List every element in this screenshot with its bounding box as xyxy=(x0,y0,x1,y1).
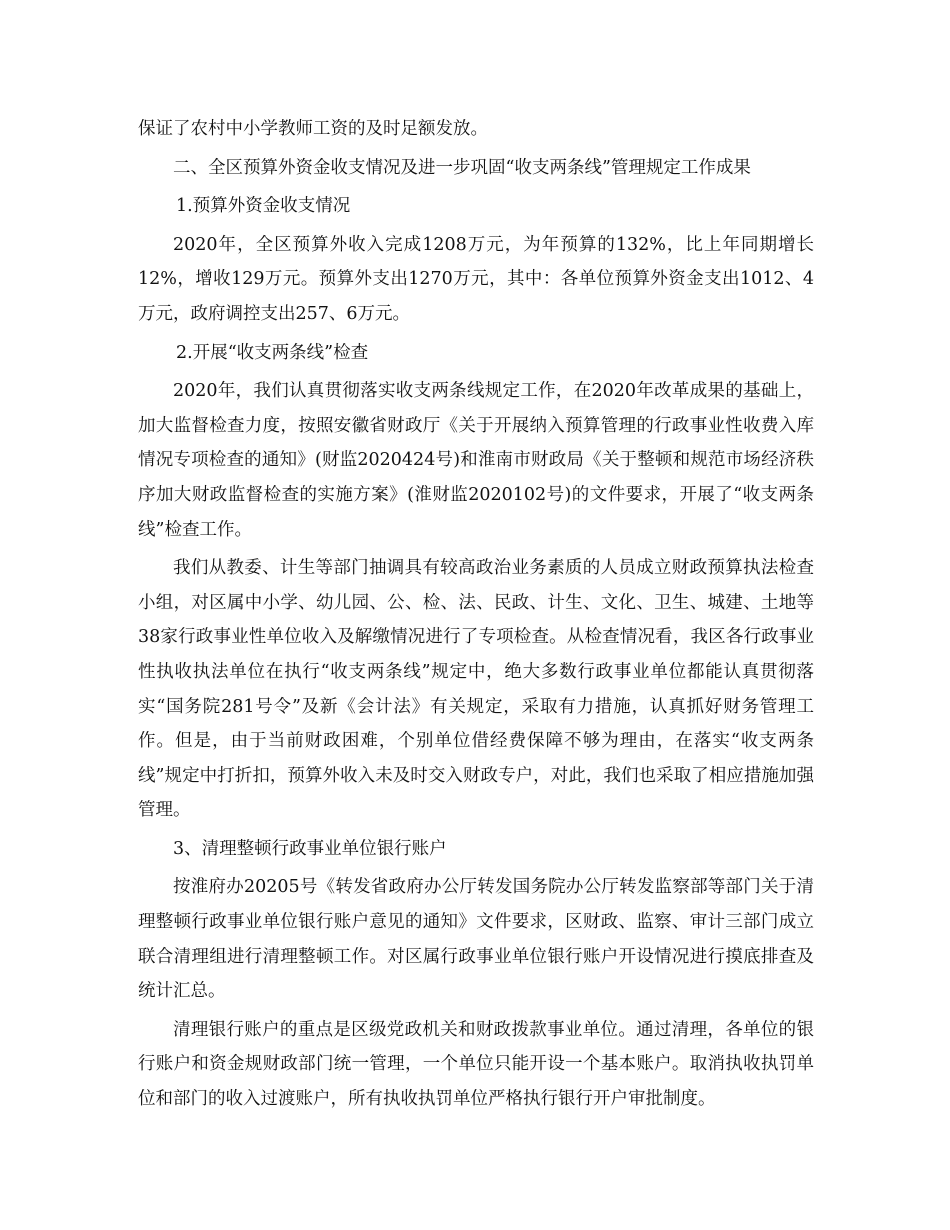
paragraph-inspection-results: 我们从教委、计生等部门抽调具有较高政治业务素质的人员成立财政预算执法检查小组，对区属中小学、幼儿园、公、检、法、民政、计生、文化、卫生、城建、土地等38家行政事业性单位收入及解缴情况进行了专项检查。从检查情况看，我区各行政事业性执收执法单位在执行“收支两条线”规定中，绝大多数行政事业单位都能认真贯彻落实“国务院281号令”及新《会计法》有关规定，采取有力措施，认真抓好财务管理工作。但是，由于当前财政困难，个别单位借经费保障不够为理由，在落实“收支两条线”规定中打折扣，预算外收入未及时交入财政专户，对此，我们也采取了相应措施加强管理。 xyxy=(138,558,814,821)
paragraph-continuation: 保证了农村中小学教师工资的及时足额发放。 xyxy=(138,119,488,139)
subsection-heading-1: 1.预算外资金收支情况 xyxy=(176,196,351,217)
paragraph-account-cleanup: 按淮府办20205号《转发省政府办公厅转发国务院办公厅转发监察部等部门关于清理整顿行政事业单位银行账户意见的通知》文件要求，区财政、监察、审计三部门成立联合清理组进行清理整顿工作。对区属行政事业单位银行账户开设情况进行摸底排查及统计汇总。 xyxy=(138,877,814,1002)
paragraph-inspection-basis: 2020年，我们认真贯彻落实收支两条线规定工作，在2020年改革成果的基础上，加大监督检查力度，按照安徽省财政厅《关于开展纳入预算管理的行政事业性收费入库情况专项检查的通知》(财监2020424号)和淮南市财政局《关于整顿和规范市场经济秩序加大财政监督检查的实施方案》(淮财监2020102号)的文件要求，开展了“收支两条线”检查工作。 xyxy=(138,381,814,540)
section-heading-2: 二、全区预算外资金收支情况及进一步巩固“收支两条线”管理规定工作成果 xyxy=(173,157,751,178)
document-page xyxy=(138,112,814,1121)
paragraph-budget-figures: 2020年，全区预算外收入完成1208万元，为年预算的132%，比上年同期增长12%，增收129万元。预算外支出1270万元，其中：各单位预算外资金支出1012、4万元，政府调控支出257、6万元。 xyxy=(138,234,814,324)
subsection-heading-2: 2.开展“收支两条线”检查 xyxy=(176,342,369,363)
paragraph-account-focus: 清理银行账户的重点是区级党政机关和财政拨款事业单位。通过清理，各单位的银行账户和资金规财政部门统一管理，一个单位只能开设一个基本账户。取消执收执罚单位和部门的收入过渡账户，所有执收执罚单位严格执行银行开户审批制度。 xyxy=(138,1019,814,1110)
subsection-heading-3: 3、清理整顿行政事业单位银行账户 xyxy=(173,838,447,859)
